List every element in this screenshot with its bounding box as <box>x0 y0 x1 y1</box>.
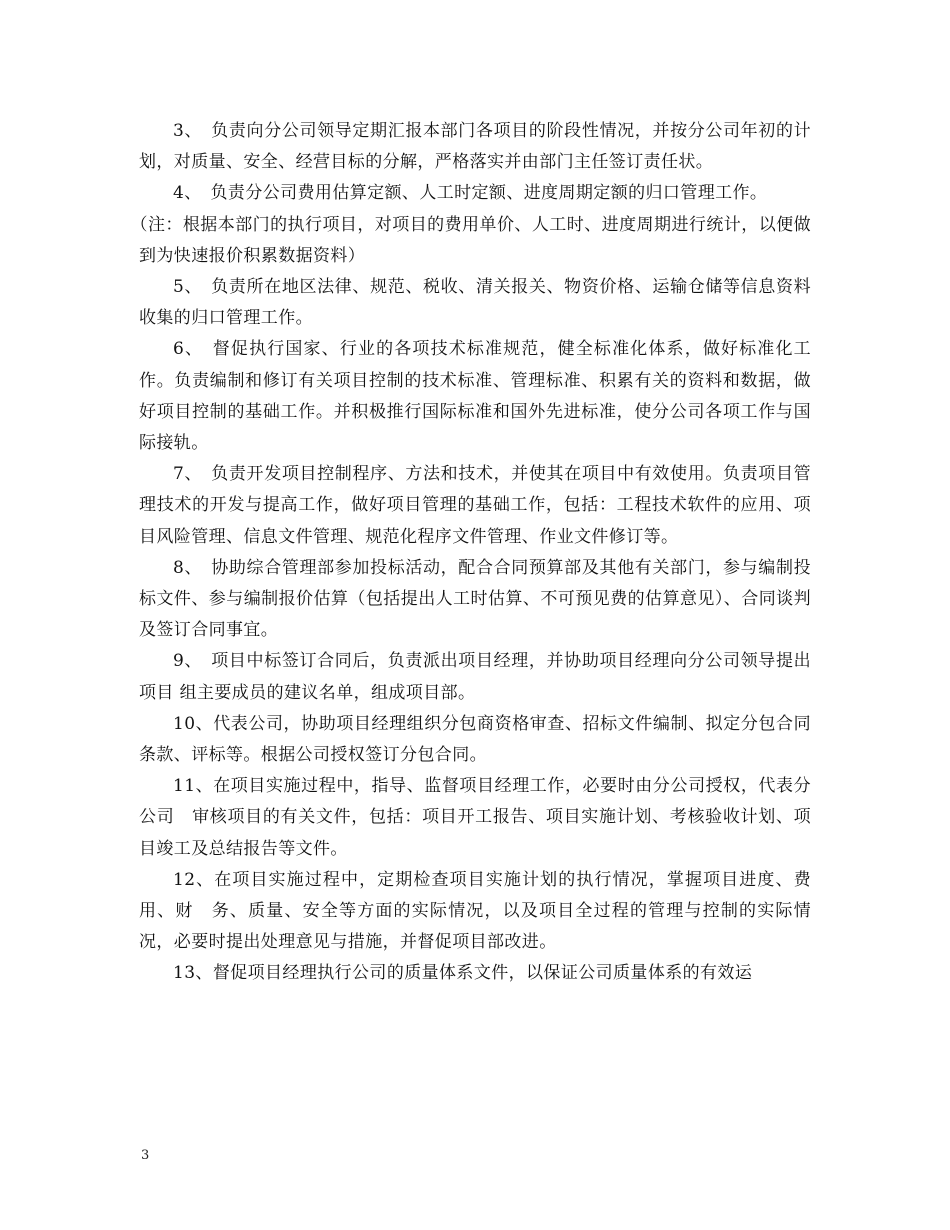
paragraph-item-9: 9、 项目中标签订合同后，负责派出项目经理，并协助项目经理向分公司领导提出项目 组主要成员的建议名单，组成项目部。 <box>139 651 811 703</box>
paragraph-note: （注：根据本部门的执行项目，对项目的费用单价、人工时、进度周期进行统计，以便做到为快速报价积累数据资料） <box>130 214 811 266</box>
paragraph-item-12: 12、在项目实施过程中，定期检查项目实施计划的执行情况，掌握项目进度、费用、财 务、质量、安全等方面的实际情况，以及项目全过程的管理与控制的实际情况，必要时提出处理意见与措施，并督促项目部改进。 <box>139 869 811 953</box>
page-number: 3 <box>141 1148 150 1163</box>
paragraph-item-13: 13、督促项目经理执行公司的质量体系文件，以保证公司质量体系的有效运 <box>173 963 753 984</box>
body-text <box>130 116 811 990</box>
paragraph-item-4: 4、 负责分公司费用估算定额、人工时定额、进度周期定额的归口管理工作。 <box>173 183 768 204</box>
paragraph-item-3: 3、 负责向分公司领导定期汇报本部门各项目的阶段性情况，并按分公司年初的计划，对质量、安全、经营目标的分解，严格落实并由部门主任签订责任状。 <box>139 121 811 173</box>
paragraph-item-8: 8、 协助综合管理部参加投标活动，配合合同预算部及其他有关部门，参与编制投标文件、参与编制报价估算（包括提出人工时估算、不可预见费的估算意见）、合同谈判及签订合同事宜。 <box>139 557 811 641</box>
paragraph-item-6: 6、 督促执行国家、行业的各项技术标准规范，健全标准化体系，做好标准化工作。负责编制和修订有关项目控制的技术标准、管理标准、积累有关的资料和数据，做好项目控制的基础工作。并积极推行国际标准和国外先进标准，使分公司各项工作与国际接轨。 <box>139 339 811 454</box>
paragraph-item-5: 5、 负责所在地区法律、规范、税收、清关报关、物资价格、运输仓储等信息资料收集的归口管理工作。 <box>139 277 811 329</box>
paragraph-item-10: 10、代表公司，协助项目经理组织分包商资格审查、招标文件编制、拟定分包合同条款、评标等。根据公司授权签订分包合同。 <box>139 713 811 766</box>
paragraph-item-11: 11、在项目实施过程中，指导、监督项目经理工作，必要时由分公司授权，代表分公司 审核项目的有关文件，包括：项目开工报告、项目实施计划、考核验收计划、项目竣工及总结报告等文件。 <box>139 776 811 859</box>
paragraph-item-7: 7、 负责开发项目控制程序、方法和技术，并使其在项目中有效使用。负责项目管理技术的开发与提高工作，做好项目管理的基础工作，包括：工程技术软件的应用、项目风险管理、信息文件管理、规范化程序文件管理、作业文件修订等。 <box>139 464 811 547</box>
